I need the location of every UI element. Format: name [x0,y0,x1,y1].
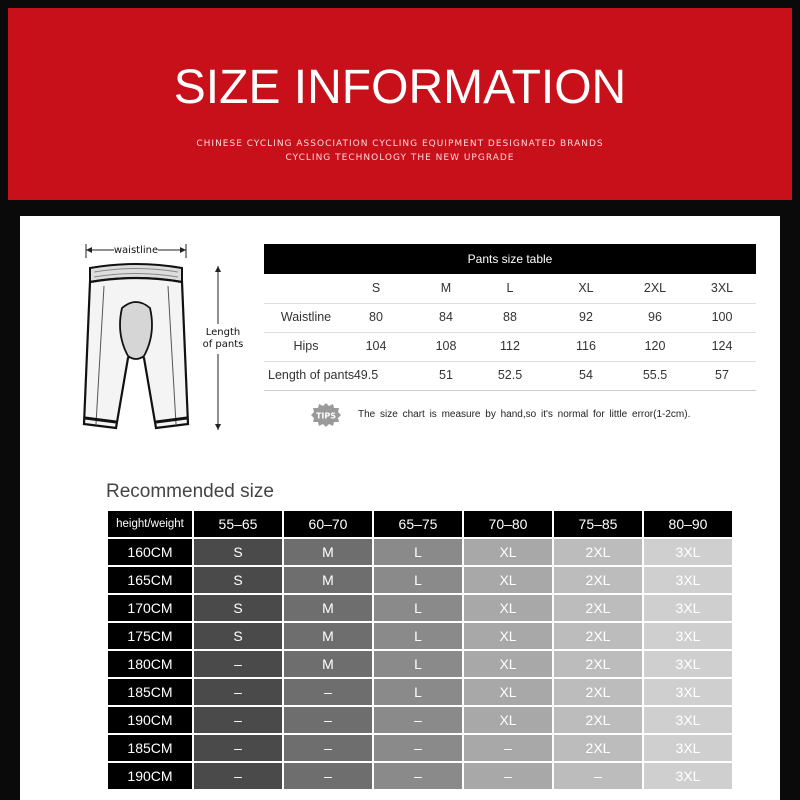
size-cell: 2XL [554,679,642,705]
height-label: 190CM [108,707,192,733]
size-cell: – [194,707,282,733]
table-cell: 112 [500,339,520,353]
height-label: 190CM [108,763,192,789]
waist-label: waistline [113,245,159,256]
table-cell: 120 [644,339,666,353]
pants-row-hips [264,332,756,362]
size-cell: L [374,623,462,649]
size-header: XL [578,281,594,295]
size-cell: L [374,651,462,677]
shorts-diagram [76,238,276,448]
pants-size-header-row [264,274,756,304]
size-cell: 3XL [644,735,732,761]
table-cell: 104 [365,339,387,353]
size-cell: – [554,763,642,789]
pants-table-title: Pants size table [264,244,756,274]
table-cell: 88 [503,310,517,324]
size-cell: S [194,567,282,593]
size-cell: XL [464,651,552,677]
size-cell: – [194,735,282,761]
weight-header: 65–75 [374,511,462,537]
size-cell: – [284,763,372,789]
size-cell: – [374,763,462,789]
size-panel [20,216,780,800]
length-label-1: Length [205,327,241,338]
size-cell: 2XL [554,651,642,677]
weight-header: 70–80 [464,511,552,537]
size-cell: XL [464,707,552,733]
size-cell: XL [464,539,552,565]
table-cell: 84 [439,310,453,324]
size-cell: – [194,651,282,677]
height-label: 160CM [108,539,192,565]
banner-subtitle-line1: CHINESE CYCLING ASSOCIATION CYCLING EQUIPMENT DESIGNATED BRANDS [196,139,604,149]
recommended-size-title: Recommended size [106,481,274,502]
size-cell: 3XL [644,707,732,733]
size-cell: 3XL [644,651,732,677]
size-cell: 3XL [644,679,732,705]
banner-title: SIZE INFORMATION [173,61,627,114]
size-cell: – [284,679,372,705]
table-cell: 116 [576,339,596,353]
size-header: 3XL [710,281,734,295]
table-cell: 55.5 [642,368,668,382]
table-cell: 92 [579,310,593,324]
table-cell: 57 [715,368,729,382]
table-cell: 100 [711,310,733,324]
height-label: 165CM [108,567,192,593]
size-cell: L [374,567,462,593]
height-label: 185CM [108,735,192,761]
banner-subtitle-line2: CYCLING TECHNOLOGY THE NEW UPGRADE [285,153,515,163]
size-cell: 3XL [644,539,732,565]
tips-badge-label: TIPS [315,411,337,421]
size-cell: – [284,735,372,761]
size-cell: S [194,623,282,649]
size-cell: L [374,539,462,565]
table-cell: 80 [369,310,383,324]
size-cell: 2XL [554,595,642,621]
size-cell: – [464,763,552,789]
size-cell: 2XL [554,707,642,733]
size-cell: XL [464,595,552,621]
table-cell: 124 [711,339,733,353]
size-cell: M [284,567,372,593]
row-label: Waistline [280,310,332,324]
size-cell: 2XL [554,539,642,565]
height-label: 170CM [108,595,192,621]
size-cell: M [284,623,372,649]
row-label: Hips [293,339,319,353]
height-label: 180CM [108,651,192,677]
size-cell: 3XL [644,623,732,649]
header-banner [8,8,792,200]
tips-text: The size chart is measure by hand,so it's normal for little error(1-2cm). [358,409,691,420]
table-cell: 108 [435,339,457,353]
size-header: S [371,281,381,295]
size-cell: – [284,707,372,733]
table-cell: 51 [439,368,453,382]
weight-header: 80–90 [644,511,732,537]
weight-header: 55–65 [194,511,282,537]
size-cell: M [284,539,372,565]
size-cell: 3XL [644,595,732,621]
size-cell: XL [464,567,552,593]
size-cell: 3XL [644,567,732,593]
size-cell: M [284,595,372,621]
table-cell: 52.5 [497,368,523,382]
pants-row-length [264,361,756,391]
height-label: 185CM [108,679,192,705]
pants-row-waistline [264,303,756,333]
size-cell: 2XL [554,735,642,761]
size-cell: 2XL [554,567,642,593]
size-header: 2XL [643,281,667,295]
table-cell: 49.5 [353,368,379,382]
height-label: 175CM [108,623,192,649]
size-cell: S [194,595,282,621]
size-cell: XL [464,623,552,649]
table-cell: 54 [579,368,593,382]
size-cell: L [374,595,462,621]
table-cell: 96 [648,310,662,324]
size-cell: 2XL [554,623,642,649]
weight-header: 60–70 [284,511,372,537]
weight-header: 75–85 [554,511,642,537]
size-header: M [440,281,452,295]
size-cell: – [374,735,462,761]
tips-badge-icon [310,402,342,428]
row-label: Length of pants [268,368,355,382]
size-cell: – [194,763,282,789]
size-cell: 3XL [644,763,732,789]
size-cell: – [464,735,552,761]
size-cell: S [194,539,282,565]
size-header: L [506,281,514,295]
size-cell: M [284,651,372,677]
size-cell: L [374,679,462,705]
length-label-2: of pants [202,339,244,350]
size-cell: – [194,679,282,705]
size-cell: – [374,707,462,733]
size-cell: XL [464,679,552,705]
corner-header: height/weight [108,511,192,537]
